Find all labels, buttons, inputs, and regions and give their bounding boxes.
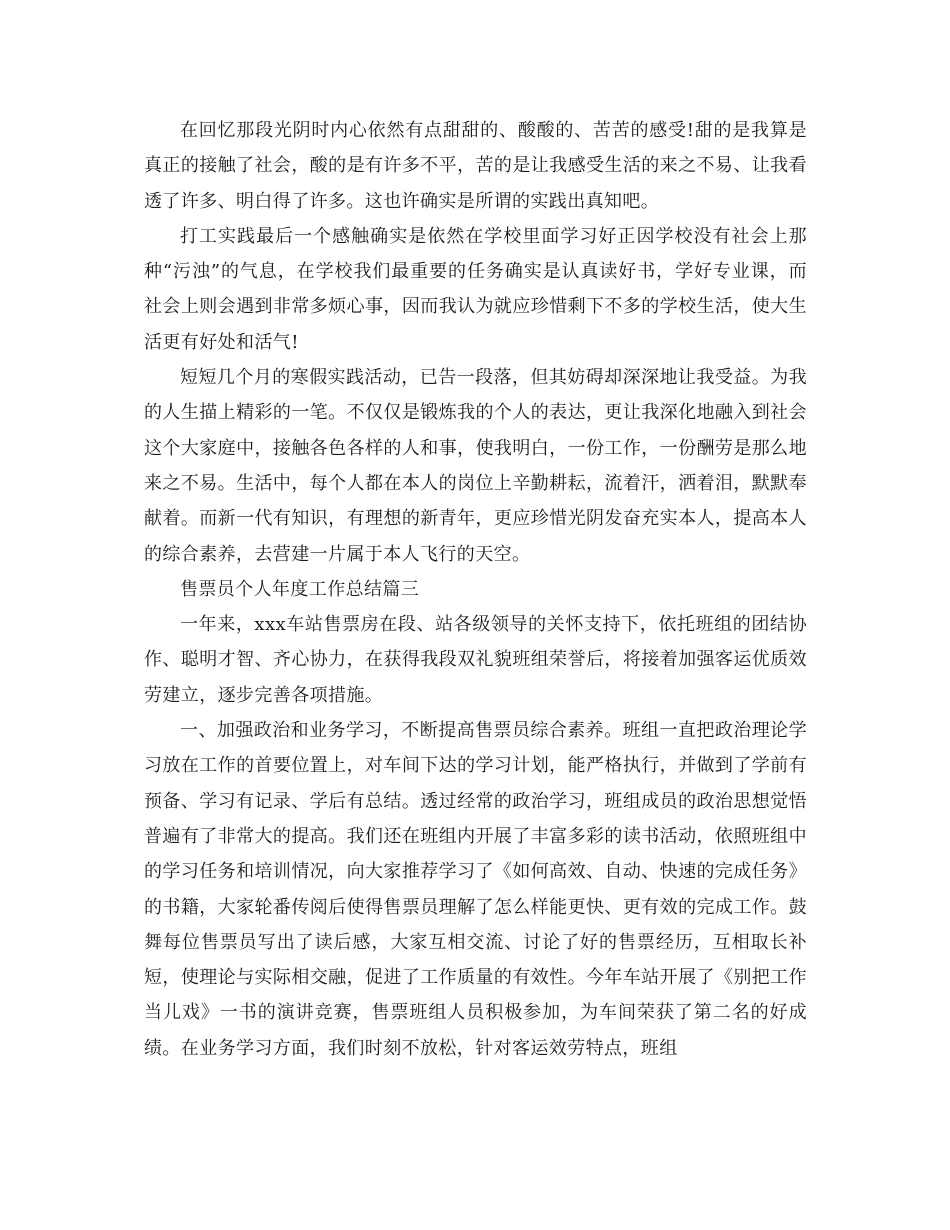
paragraph: 一年来，xxx车站售票房在段、站各级领导的关怀支持下，依托班组的团结协作、聪明才智、齐心协力，在获得我段双礼貌班组荣誉后，将接着加强客运优质效劳建立，逐步完善各项措施。 (144, 614, 807, 706)
paragraph: 短短几个月的寒假实践活动，已告一段落，但其妨碍却深深地让我受益。为我的人生描上精彩的一笔。不仅仅是锻炼我的个人的表达，更让我深化地融入到社会这个大家庭中，接触各色各样的人和事，使我明白，一份工作，一份酬劳是那么地来之不易。生活中，每个人都在本人的岗位上辛勤耕耘，流着汗，洒着泪，默默奉献着。而新一代有知识，有理想的新青年，更应珍惜光阴发奋充实本人，提高本人的综合素养，去营建一片属于本人飞行的天空。 (144, 367, 807, 565)
section-title: 售票员个人年度工作总结篇三 (180, 578, 420, 600)
paragraph: 打工实践最后一个感触确实是依然在学校里面学习好正因学校没有社会上那种“污浊”的气息，在学校我们最重要的任务确实是认真读好书，学好专业课，而社会上则会遇到非常多烦心事，因而我认为就应珍惜剩下不多的学校生活，使大生活更有好处和活气! (144, 225, 807, 353)
paragraph: 在回忆那段光阴时内心依然有点甜甜的、酸酸的、苦苦的感受!甜的是我算是真正的接触了社会，酸的是有许多不平，苦的是让我感受生活的来之不易、让我看透了许多、明白得了许多。这也许确实是所谓的实践出真知吧。 (144, 120, 807, 212)
paragraph: 一、加强政治和业务学习，不断提高售票员综合素养。班组一直把政治理论学习放在工作的首要位置上，对车间下达的学习计划，能严格执行，并做到了学前有预备、学习有记录、学后有总结。透过经常的政治学习，班组成员的政治思想觉悟普遍有了非常大的提高。我们还在班组内开展了丰富多彩的读书活动，依照班组中的学习任务和培训情况，向大家推荐学习了《如何高效、自动、快速的完成任务》的书籍，大家轮番传阅后使得售票员理解了怎么样能更快、更有效的完成工作。鼓舞每位售票员写出了读后感，大家互相交流、讨论了好的售票经历，互相取长补短，使理论与实际相交融，促进了工作质量的有效性。今年车站开展了《别把工作当儿戏》一书的演讲竞赛，售票班组人员积极参加，为车间荣获了第二名的好成绩。在业务学习方面，我们时刻不放松，针对客运效劳特点，班组 (144, 720, 807, 1059)
document-body (144, 113, 807, 1066)
